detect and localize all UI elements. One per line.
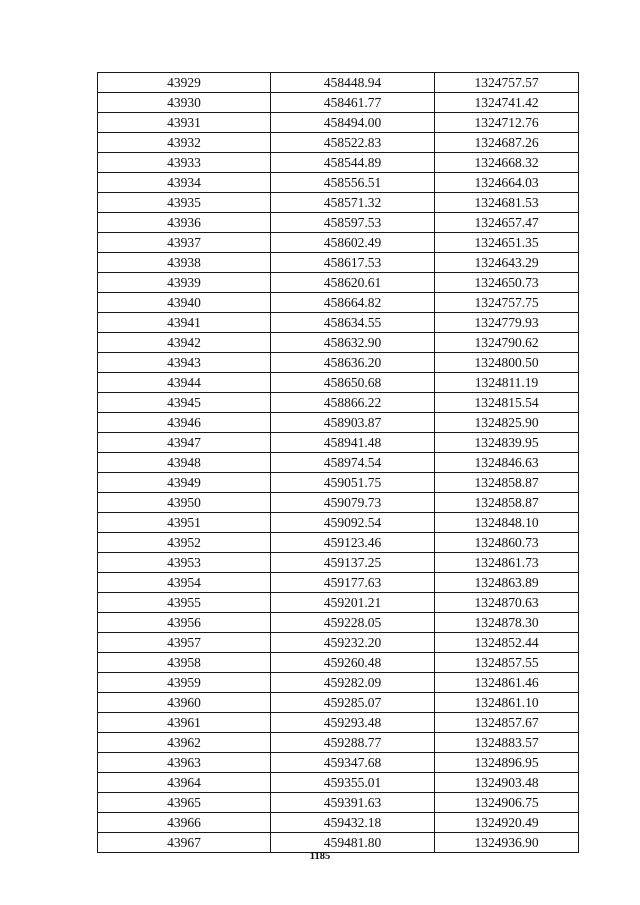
point-id-cell: 43958 bbox=[98, 653, 271, 673]
x-coordinate-cell: 459137.25 bbox=[271, 553, 435, 573]
point-id-cell: 43949 bbox=[98, 473, 271, 493]
x-coordinate-cell: 458556.51 bbox=[271, 173, 435, 193]
x-coordinate-cell: 458544.89 bbox=[271, 153, 435, 173]
table-row bbox=[98, 113, 579, 133]
x-coordinate-cell: 458448.94 bbox=[271, 73, 435, 93]
x-coordinate-cell: 458494.00 bbox=[271, 113, 435, 133]
table-row bbox=[98, 673, 579, 693]
y-coordinate-cell: 1324852.44 bbox=[435, 633, 579, 653]
y-coordinate-cell: 1324848.10 bbox=[435, 513, 579, 533]
x-coordinate-cell: 459260.48 bbox=[271, 653, 435, 673]
x-coordinate-cell: 458620.61 bbox=[271, 273, 435, 293]
x-coordinate-cell: 458617.53 bbox=[271, 253, 435, 273]
y-coordinate-cell: 1324650.73 bbox=[435, 273, 579, 293]
table-row bbox=[98, 173, 579, 193]
point-id-cell: 43964 bbox=[98, 773, 271, 793]
x-coordinate-cell: 459228.05 bbox=[271, 613, 435, 633]
y-coordinate-cell: 1324651.35 bbox=[435, 233, 579, 253]
table-row bbox=[98, 833, 579, 853]
point-id-cell: 43962 bbox=[98, 733, 271, 753]
x-coordinate-cell: 459391.63 bbox=[271, 793, 435, 813]
table-row bbox=[98, 753, 579, 773]
table-row bbox=[98, 613, 579, 633]
x-coordinate-cell: 458903.87 bbox=[271, 413, 435, 433]
point-id-cell: 43933 bbox=[98, 153, 271, 173]
table-row bbox=[98, 153, 579, 173]
y-coordinate-cell: 1324811.19 bbox=[435, 373, 579, 393]
y-coordinate-cell: 1324861.10 bbox=[435, 693, 579, 713]
x-coordinate-cell: 458636.20 bbox=[271, 353, 435, 373]
y-coordinate-cell: 1324860.73 bbox=[435, 533, 579, 553]
table-row bbox=[98, 353, 579, 373]
point-id-cell: 43929 bbox=[98, 73, 271, 93]
y-coordinate-cell: 1324757.57 bbox=[435, 73, 579, 93]
table-row bbox=[98, 553, 579, 573]
y-coordinate-cell: 1324741.42 bbox=[435, 93, 579, 113]
page-number: 1185 bbox=[309, 851, 331, 862]
table-row bbox=[98, 293, 579, 313]
x-coordinate-cell: 459285.07 bbox=[271, 693, 435, 713]
table-row bbox=[98, 393, 579, 413]
coordinates-table-body bbox=[98, 73, 579, 853]
table-row bbox=[98, 213, 579, 233]
table-row bbox=[98, 253, 579, 273]
table-row bbox=[98, 413, 579, 433]
y-coordinate-cell: 1324863.89 bbox=[435, 573, 579, 593]
y-coordinate-cell: 1324839.95 bbox=[435, 433, 579, 453]
table-row bbox=[98, 233, 579, 253]
point-id-cell: 43965 bbox=[98, 793, 271, 813]
y-coordinate-cell: 1324861.46 bbox=[435, 673, 579, 693]
point-id-cell: 43937 bbox=[98, 233, 271, 253]
table-row bbox=[98, 473, 579, 493]
point-id-cell: 43944 bbox=[98, 373, 271, 393]
y-coordinate-cell: 1324936.90 bbox=[435, 833, 579, 853]
x-coordinate-cell: 459079.73 bbox=[271, 493, 435, 513]
x-coordinate-cell: 458866.22 bbox=[271, 393, 435, 413]
point-id-cell: 43950 bbox=[98, 493, 271, 513]
y-coordinate-cell: 1324815.54 bbox=[435, 393, 579, 413]
point-id-cell: 43960 bbox=[98, 693, 271, 713]
x-coordinate-cell: 458941.48 bbox=[271, 433, 435, 453]
point-id-cell: 43959 bbox=[98, 673, 271, 693]
point-id-cell: 43966 bbox=[98, 813, 271, 833]
y-coordinate-cell: 1324712.76 bbox=[435, 113, 579, 133]
point-id-cell: 43956 bbox=[98, 613, 271, 633]
y-coordinate-cell: 1324883.57 bbox=[435, 733, 579, 753]
table-row bbox=[98, 453, 579, 473]
table-row bbox=[98, 653, 579, 673]
x-coordinate-cell: 458650.68 bbox=[271, 373, 435, 393]
x-coordinate-cell: 459177.63 bbox=[271, 573, 435, 593]
y-coordinate-cell: 1324643.29 bbox=[435, 253, 579, 273]
y-coordinate-cell: 1324664.03 bbox=[435, 173, 579, 193]
x-coordinate-cell: 459092.54 bbox=[271, 513, 435, 533]
table-row bbox=[98, 633, 579, 653]
x-coordinate-cell: 459347.68 bbox=[271, 753, 435, 773]
point-id-cell: 43940 bbox=[98, 293, 271, 313]
y-coordinate-cell: 1324790.62 bbox=[435, 333, 579, 353]
point-id-cell: 43943 bbox=[98, 353, 271, 373]
x-coordinate-cell: 459282.09 bbox=[271, 673, 435, 693]
y-coordinate-cell: 1324779.93 bbox=[435, 313, 579, 333]
y-coordinate-cell: 1324906.75 bbox=[435, 793, 579, 813]
table-row bbox=[98, 813, 579, 833]
point-id-cell: 43934 bbox=[98, 173, 271, 193]
point-id-cell: 43942 bbox=[98, 333, 271, 353]
point-id-cell: 43936 bbox=[98, 213, 271, 233]
y-coordinate-cell: 1324857.67 bbox=[435, 713, 579, 733]
point-id-cell: 43946 bbox=[98, 413, 271, 433]
y-coordinate-cell: 1324668.32 bbox=[435, 153, 579, 173]
table-row bbox=[98, 573, 579, 593]
x-coordinate-cell: 458974.54 bbox=[271, 453, 435, 473]
point-id-cell: 43948 bbox=[98, 453, 271, 473]
table-row bbox=[98, 313, 579, 333]
point-id-cell: 43935 bbox=[98, 193, 271, 213]
y-coordinate-cell: 1324857.55 bbox=[435, 653, 579, 673]
y-coordinate-cell: 1324825.90 bbox=[435, 413, 579, 433]
y-coordinate-cell: 1324903.48 bbox=[435, 773, 579, 793]
table-row bbox=[98, 693, 579, 713]
point-id-cell: 43961 bbox=[98, 713, 271, 733]
y-coordinate-cell: 1324861.73 bbox=[435, 553, 579, 573]
table-row bbox=[98, 533, 579, 553]
point-id-cell: 43957 bbox=[98, 633, 271, 653]
point-id-cell: 43952 bbox=[98, 533, 271, 553]
y-coordinate-cell: 1324800.50 bbox=[435, 353, 579, 373]
point-id-cell: 43963 bbox=[98, 753, 271, 773]
x-coordinate-cell: 459355.01 bbox=[271, 773, 435, 793]
table-row bbox=[98, 733, 579, 753]
table-row bbox=[98, 373, 579, 393]
point-id-cell: 43955 bbox=[98, 593, 271, 613]
x-coordinate-cell: 459232.20 bbox=[271, 633, 435, 653]
x-coordinate-cell: 458597.53 bbox=[271, 213, 435, 233]
table-row bbox=[98, 513, 579, 533]
table-row bbox=[98, 193, 579, 213]
table-row bbox=[98, 73, 579, 93]
coordinates-table bbox=[97, 72, 579, 853]
x-coordinate-cell: 459293.48 bbox=[271, 713, 435, 733]
x-coordinate-cell: 459201.21 bbox=[271, 593, 435, 613]
point-id-cell: 43945 bbox=[98, 393, 271, 413]
table-row bbox=[98, 273, 579, 293]
table-row bbox=[98, 133, 579, 153]
table-row bbox=[98, 713, 579, 733]
table-row bbox=[98, 93, 579, 113]
point-id-cell: 43939 bbox=[98, 273, 271, 293]
point-id-cell: 43953 bbox=[98, 553, 271, 573]
table-row bbox=[98, 593, 579, 613]
table-row bbox=[98, 493, 579, 513]
x-coordinate-cell: 458634.55 bbox=[271, 313, 435, 333]
x-coordinate-cell: 459123.46 bbox=[271, 533, 435, 553]
y-coordinate-cell: 1324896.95 bbox=[435, 753, 579, 773]
x-coordinate-cell: 458571.32 bbox=[271, 193, 435, 213]
point-id-cell: 43930 bbox=[98, 93, 271, 113]
point-id-cell: 43938 bbox=[98, 253, 271, 273]
y-coordinate-cell: 1324920.49 bbox=[435, 813, 579, 833]
y-coordinate-cell: 1324858.87 bbox=[435, 493, 579, 513]
point-id-cell: 43932 bbox=[98, 133, 271, 153]
y-coordinate-cell: 1324878.30 bbox=[435, 613, 579, 633]
point-id-cell: 43951 bbox=[98, 513, 271, 533]
y-coordinate-cell: 1324687.26 bbox=[435, 133, 579, 153]
table-row bbox=[98, 333, 579, 353]
y-coordinate-cell: 1324681.53 bbox=[435, 193, 579, 213]
table-row bbox=[98, 773, 579, 793]
y-coordinate-cell: 1324657.47 bbox=[435, 213, 579, 233]
x-coordinate-cell: 458461.77 bbox=[271, 93, 435, 113]
point-id-cell: 43947 bbox=[98, 433, 271, 453]
x-coordinate-cell: 458522.83 bbox=[271, 133, 435, 153]
point-id-cell: 43967 bbox=[98, 833, 271, 853]
x-coordinate-cell: 458602.49 bbox=[271, 233, 435, 253]
point-id-cell: 43954 bbox=[98, 573, 271, 593]
point-id-cell: 43931 bbox=[98, 113, 271, 133]
x-coordinate-cell: 459051.75 bbox=[271, 473, 435, 493]
y-coordinate-cell: 1324846.63 bbox=[435, 453, 579, 473]
y-coordinate-cell: 1324870.63 bbox=[435, 593, 579, 613]
y-coordinate-cell: 1324858.87 bbox=[435, 473, 579, 493]
table-row bbox=[98, 793, 579, 813]
x-coordinate-cell: 459481.80 bbox=[271, 833, 435, 853]
table-row bbox=[98, 433, 579, 453]
point-id-cell: 43941 bbox=[98, 313, 271, 333]
y-coordinate-cell: 1324757.75 bbox=[435, 293, 579, 313]
x-coordinate-cell: 458632.90 bbox=[271, 333, 435, 353]
x-coordinate-cell: 459432.18 bbox=[271, 813, 435, 833]
x-coordinate-cell: 459288.77 bbox=[271, 733, 435, 753]
x-coordinate-cell: 458664.82 bbox=[271, 293, 435, 313]
